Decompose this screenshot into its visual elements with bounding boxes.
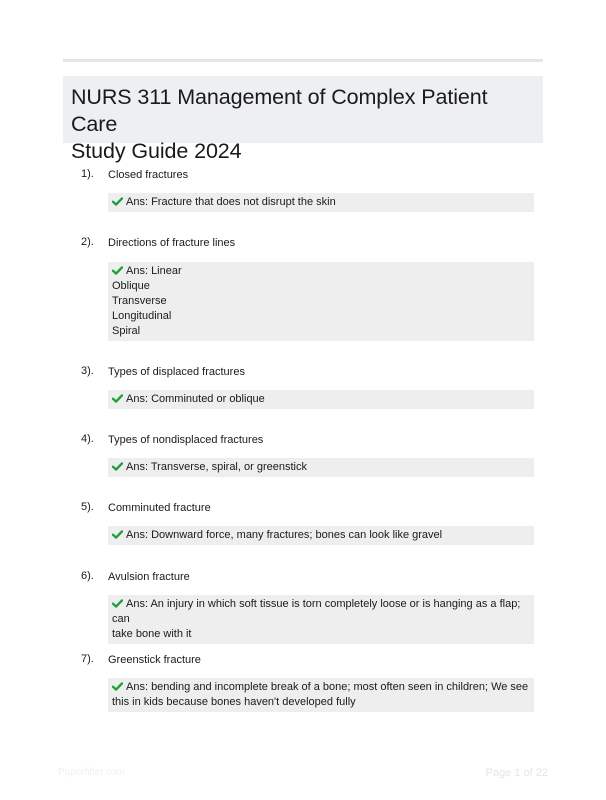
check-icon: [112, 530, 123, 539]
check-icon: [112, 197, 123, 206]
qa-item: [63, 432, 543, 473]
answer-line: [112, 597, 530, 627]
question-text: Avulsion fracture: [108, 571, 190, 583]
question-row: [63, 167, 543, 183]
page-number: Page 1 of 22: [485, 767, 548, 779]
answer-line: [112, 264, 530, 279]
question-number: 1).: [81, 168, 94, 180]
answer-box: [108, 458, 534, 477]
question-text: Types of displaced fractures: [108, 366, 245, 378]
qa-item: [63, 167, 543, 208]
answer-line: Oblique: [112, 280, 150, 292]
check-icon: [112, 394, 123, 403]
question-row: [63, 652, 543, 668]
question-number: 7).: [81, 653, 94, 665]
check-icon: [112, 682, 123, 691]
document-title: [71, 84, 535, 165]
answer-line: [112, 195, 530, 210]
question-row: [63, 432, 543, 448]
check-icon: [112, 599, 123, 608]
answer-text: Ans: Fracture that does not disrupt the skin: [126, 196, 336, 208]
question-number: 3).: [81, 365, 94, 377]
check-icon: [112, 462, 123, 471]
qa-item: [63, 500, 543, 541]
title-line-1: NURS 311 Management of Complex Patient Care: [71, 85, 488, 136]
qa-item: [63, 235, 543, 337]
answer-line: Longitudinal: [112, 310, 172, 322]
answer-box: [108, 193, 534, 212]
answer-text: Ans: bending and incomplete break of a bone; most often seen in children; We see: [126, 681, 529, 693]
footer-watermark: Paperfilter.com: [58, 767, 125, 778]
question-number: 5).: [81, 501, 94, 513]
question-row: [63, 235, 543, 251]
answer-text: Ans: Downward force, many fractures; bones can look like gravel: [126, 529, 443, 541]
title-line-2: Study Guide 2024: [71, 139, 242, 163]
answer-text: Ans: Transverse, spiral, or greenstick: [126, 461, 307, 473]
answer-box: [108, 526, 534, 545]
question-row: [63, 500, 543, 516]
qa-item: [63, 364, 543, 405]
answer-line: [112, 460, 530, 475]
question-text: Directions of fracture lines: [108, 237, 236, 249]
answer-box: [108, 390, 534, 409]
question-number: 4).: [81, 433, 94, 445]
answer-box: [108, 678, 534, 712]
answer-line: Transverse: [112, 295, 167, 307]
question-text: Greenstick fracture: [108, 654, 201, 666]
answer-box: [108, 595, 534, 644]
question-number: 6).: [81, 570, 94, 582]
answer-text: Ans: Comminuted or oblique: [126, 393, 265, 405]
question-row: [63, 569, 543, 585]
check-icon: [112, 266, 123, 275]
answer-line: [112, 528, 530, 543]
qa-item: [63, 569, 543, 640]
title-banner: [63, 76, 543, 163]
answer-line: [112, 392, 530, 407]
answer-box: [108, 262, 534, 341]
question-text: Types of nondisplaced fractures: [108, 434, 264, 446]
answer-line: [112, 680, 530, 695]
answer-text: Ans: An injury in which soft tissue is torn completely loose or is hanging as a flap; can: [112, 598, 524, 625]
question-row: [63, 364, 543, 380]
answer-line: this in kids because bones haven't developed fully: [112, 696, 356, 708]
qa-item: [63, 652, 543, 708]
question-number: 2).: [81, 236, 94, 248]
answer-line: take bone with it: [112, 628, 192, 640]
question-text: Closed fractures: [108, 169, 189, 181]
top-divider: [63, 59, 543, 62]
answer-text: Ans: Linear: [126, 265, 182, 277]
answer-line: Spiral: [112, 325, 141, 337]
question-text: Comminuted fracture: [108, 502, 211, 514]
